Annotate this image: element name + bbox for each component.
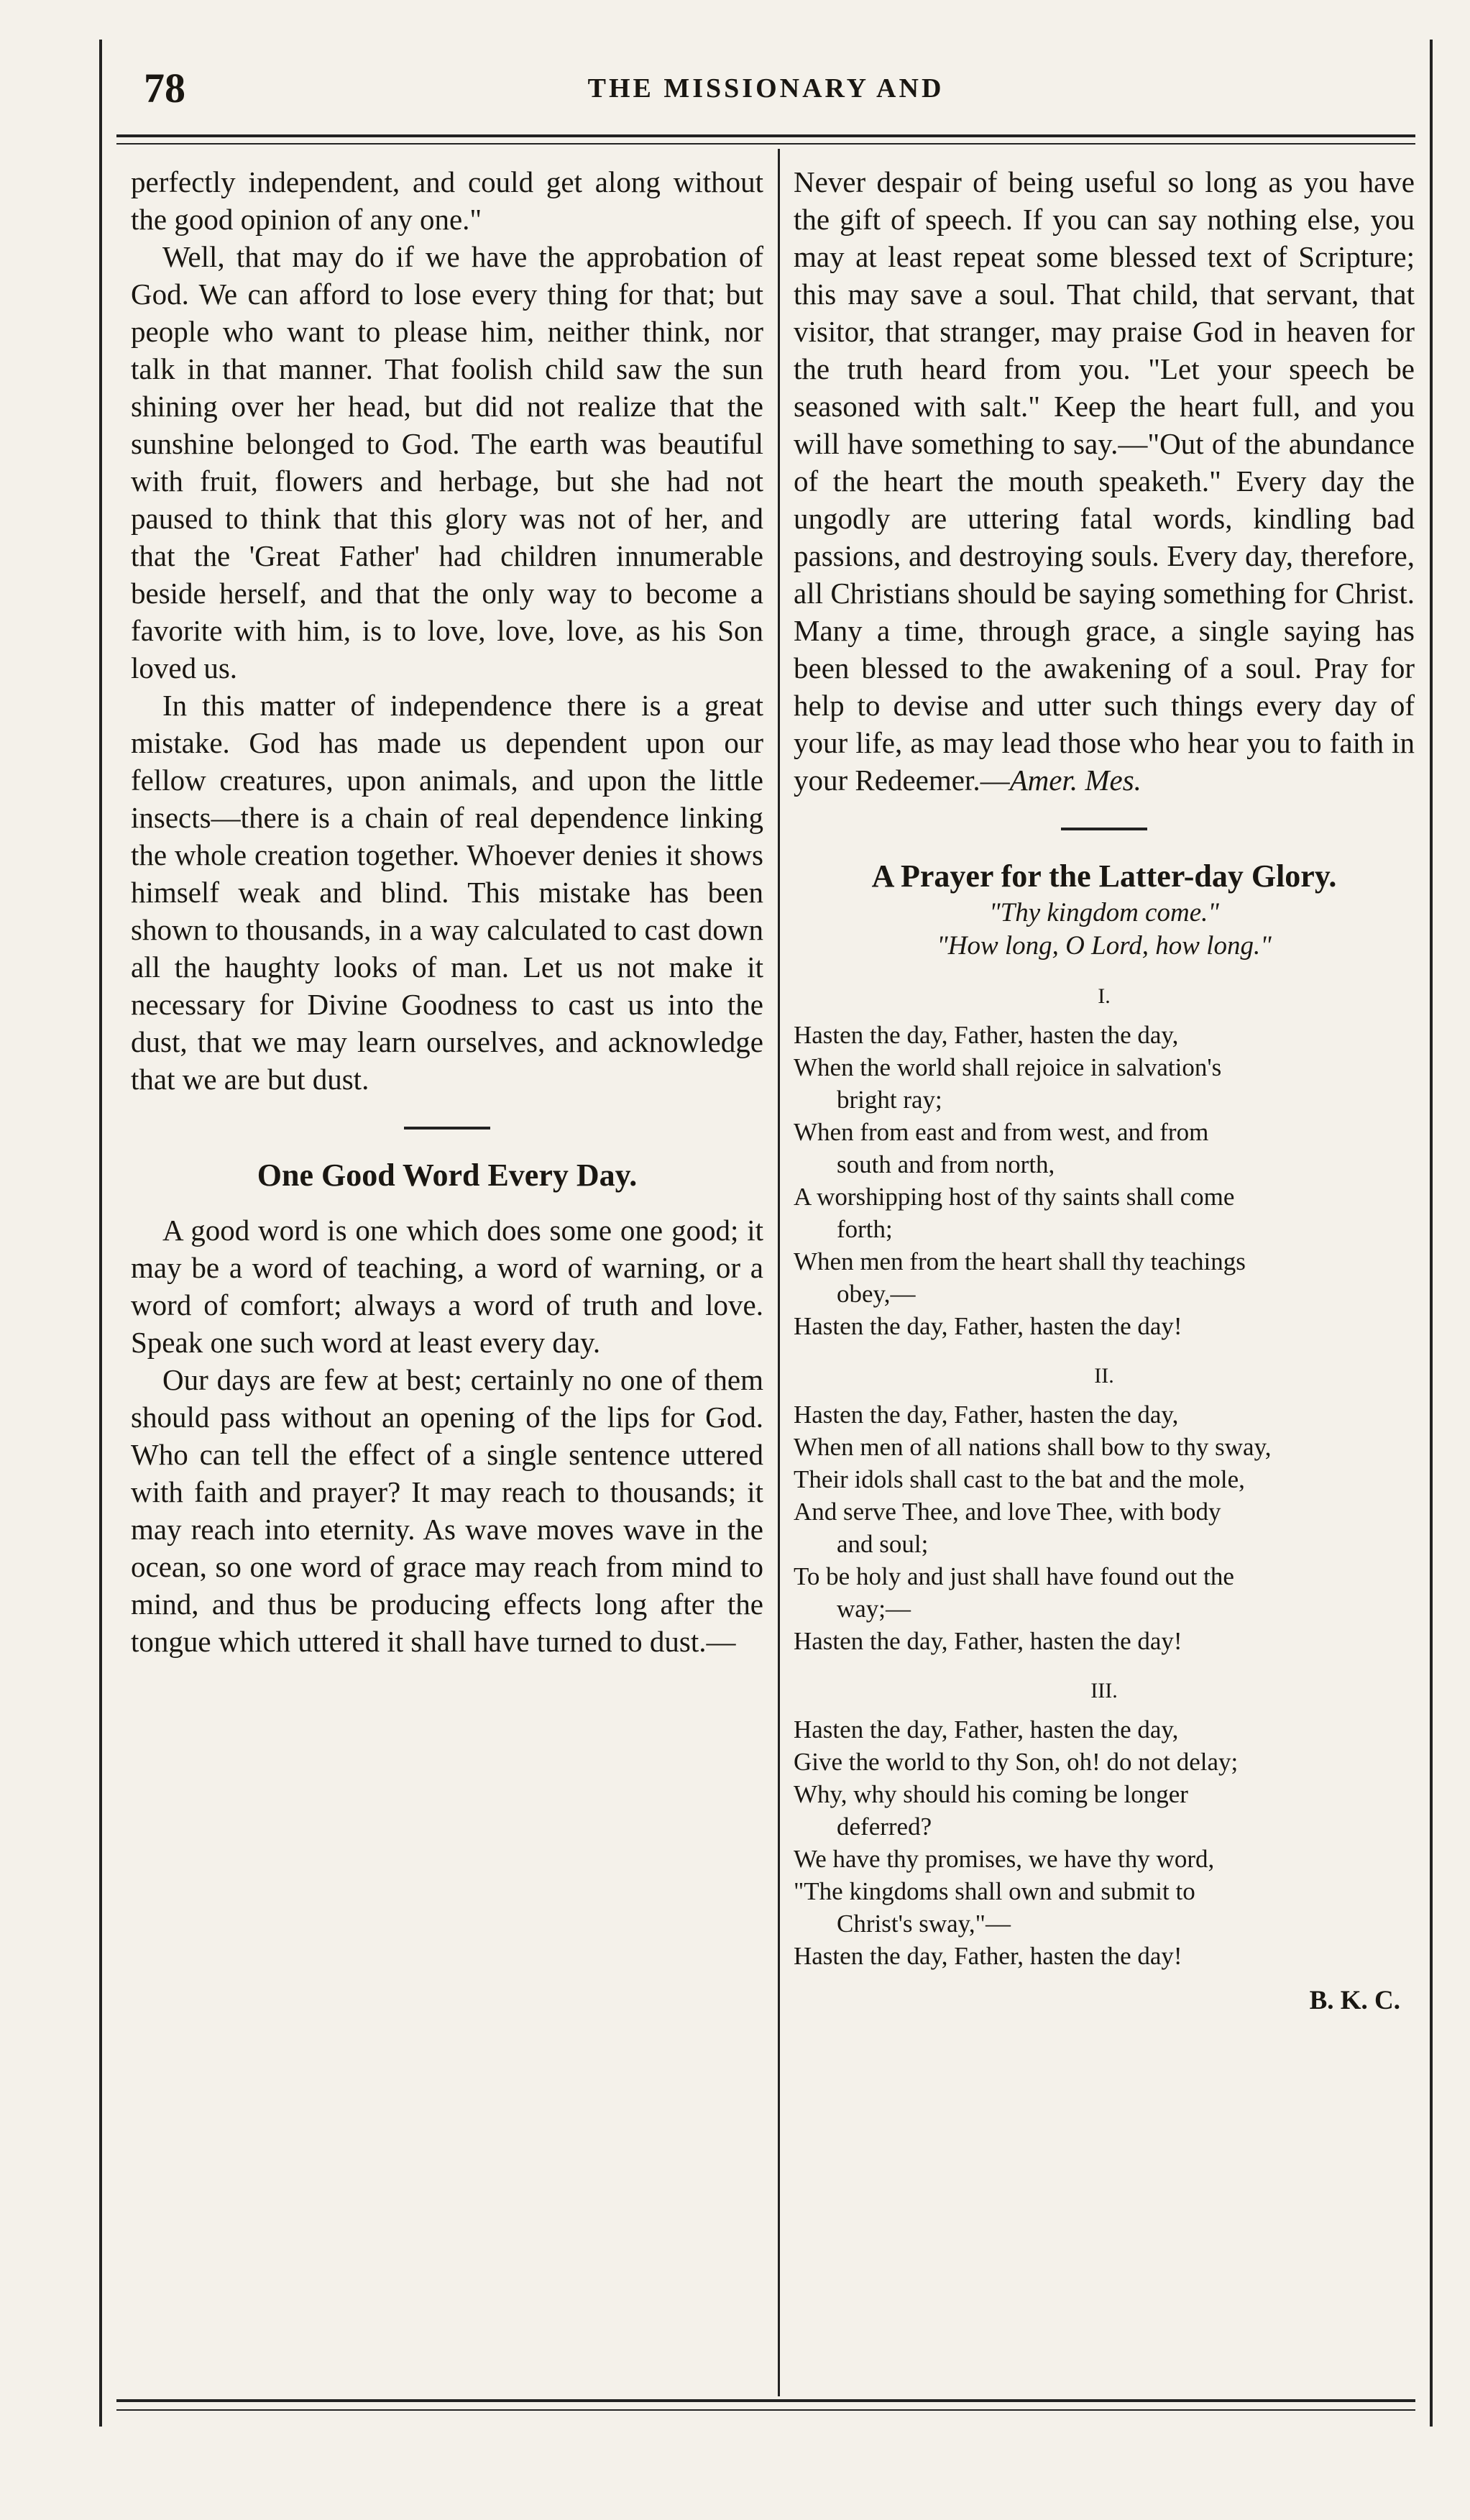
epigraph: "Thy kingdom come.": [989, 898, 1219, 927]
verse-line: Hasten the day, Father, hasten the day,: [794, 1715, 1179, 1744]
verse-line: Give the world to thy Son, oh! do not delay;: [794, 1748, 1239, 1776]
verse-line: When from east and from west, and from: [794, 1118, 1209, 1146]
verse-line: "The kingdoms shall own and submit to: [794, 1877, 1195, 1905]
newspaper-page: [99, 40, 1433, 2427]
stanza-numeral: I.: [1098, 984, 1111, 1008]
verse-line: A worshipping host of thy saints shall come: [794, 1183, 1235, 1211]
header-rule-thin: [116, 143, 1415, 145]
stanza-numeral: II.: [1094, 1364, 1114, 1388]
verse-line: Why, why should his coming be longer: [794, 1780, 1188, 1808]
section-divider: [404, 1127, 490, 1130]
verse-line: When the world shall rejoice in salvation's: [794, 1053, 1222, 1081]
stanza-numeral: III.: [1090, 1679, 1118, 1703]
verse-line: south and from north,: [837, 1150, 1055, 1178]
verse-line: Hasten the day, Father, hasten the day,: [794, 1401, 1179, 1429]
continuation-text: Never despair of being useful so long as you have the gift of speech. If you can say nothing else, you may at least repeat some blessed text of Scripture; this may save a soul. That child, that servant, that visitor, that stranger, may praise God in heaven for the truth heard from you. "Let your speech be seasoned with salt." Keep the heart full, and you will have something to say.—"Out of the abundance of the heart the mouth speaketh." Every day the ungodly are uttering fatal words, kindling bad passions, and destroying souls. Every day, therefore, all Christians should be saying something for Christ. Many a time, through grace, a single saying has been blessed to the awakening of a soul. Pray for help to devise and utter such things every day of your life, as may lead those who hear you to faith in your Redeemer.—: [794, 165, 1415, 797]
verse-line: deferred?: [837, 1813, 932, 1841]
page-number: 78: [144, 65, 185, 111]
column-divider: [778, 149, 780, 2396]
source-credit: Amer. Mes.: [1009, 764, 1141, 797]
stanza: [794, 1679, 1415, 1972]
footer-rule-thin: [116, 2409, 1415, 2411]
verse-line: When men from the heart shall thy teachings: [794, 1247, 1246, 1275]
left-column: [131, 163, 763, 1660]
paragraph: perfectly independent, and could get along without the good opinion of any one.": [131, 165, 763, 236]
paragraph: Our days are few at best; certainly no one of them should pass without an opening of the lips for God. Who can tell the effect of a single sentence uttered with faith and prayer? It may reach to thousands; it may reach into eternity. As wave moves wave in the ocean, so one word of grace may reach from mind to mind, and thus be producing effects long after the tongue which uttered it shall have turned to dust.—: [131, 1363, 763, 1658]
verse-line: We have thy promises, we have thy word,: [794, 1845, 1215, 1873]
stanza: [794, 984, 1415, 1342]
verse-line: Hasten the day, Father, hasten the day!: [794, 1312, 1182, 1340]
stanza: [794, 1364, 1415, 1657]
paragraph: In this matter of independence there is a great mistake. God has made us dependent upon our fellow creatures, upon animals, and upon the little insects—there is a chain of real dependence linking the whole creation together. Whoever denies it shows himself weak and blind. This mistake has been shown to thousands, in a way calculated to cast down all the haughty looks of man. Let us not make it necessary for Divine Goodness to cast us into the dust, that we may learn ourselves, and acknowledge that we are but dust.: [131, 689, 763, 1096]
verse-line: obey,—: [837, 1280, 916, 1308]
header-rule: [116, 134, 1415, 137]
verse-line: To be holy and just shall have found out the: [794, 1562, 1234, 1590]
author-signature: B. K. C.: [1309, 1986, 1400, 2015]
verse-line: Hasten the day, Father, hasten the day!: [794, 1627, 1182, 1655]
right-column: [794, 163, 1415, 2016]
verse-line: Hasten the day, Father, hasten the day!: [794, 1942, 1182, 1970]
verse-line: Hasten the day, Father, hasten the day,: [794, 1021, 1179, 1049]
verse-line: When men of all nations shall bow to thy sway,: [794, 1433, 1272, 1461]
article-title: One Good Word Every Day.: [257, 1158, 638, 1193]
verse-line: Christ's sway,"—: [837, 1910, 1011, 1938]
paragraph: Well, that may do if we have the approbation of God. We can afford to lose every thing for that; but people who want to please him, neither think, nor talk in that manner. That foolish child saw the sun shining over her head, but did not realize that the sunshine belonged to God. The earth was beautiful with fruit, flowers and herbage, but she had not paused to think that this glory was not of her, and that the 'Great Father' had children innumerable beside herself, and that the only way to become a favorite with him, is to love, love, love, as his Son loved us.: [131, 240, 763, 684]
section-divider: [1061, 828, 1147, 830]
epigraph: "How long, O Lord, how long.": [937, 931, 1272, 961]
footer-rule: [116, 2399, 1415, 2402]
verse-line: Their idols shall cast to the bat and the mole,: [794, 1465, 1245, 1493]
verse-line: forth;: [837, 1215, 893, 1243]
poem-title: A Prayer for the Latter-day Glory.: [871, 858, 1337, 894]
running-head: THE MISSIONARY AND: [587, 73, 945, 104]
paragraph: A good word is one which does some one good; it may be a word of teaching, a word of warning, or a word of comfort; always a word of truth and love. Speak one such word at least every day.: [131, 1214, 763, 1359]
paragraph: [794, 163, 1415, 799]
verse-line: way;—: [837, 1595, 911, 1623]
verse-line: And serve Thee, and love Thee, with body: [794, 1498, 1221, 1526]
verse-line: bright ray;: [837, 1086, 942, 1114]
verse-line: and soul;: [837, 1530, 929, 1558]
